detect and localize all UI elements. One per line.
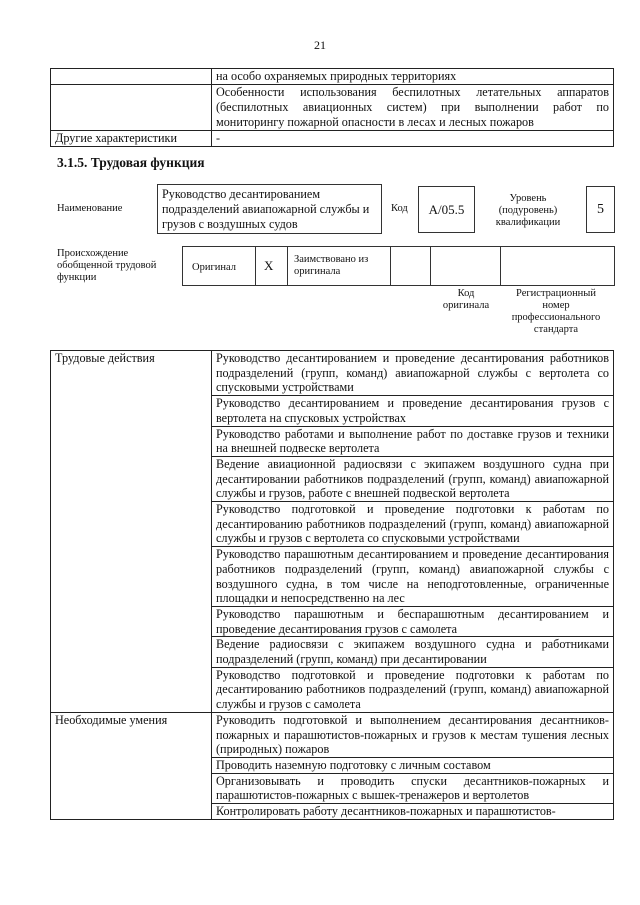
- labor-action-item: Руководство подготовкой и проведение подготовки к работам по десантированию работников подразделений (групп, команд) авиапожарной службы и грузов с вертолета со спусковыми устройствами: [212, 502, 614, 547]
- divider: [287, 246, 288, 286]
- other-characteristics-value: -: [212, 131, 614, 147]
- table-row: [51, 69, 614, 85]
- main-table: [50, 350, 614, 820]
- divider: [430, 246, 431, 286]
- skills-label: Необходимые умения: [51, 712, 212, 819]
- code-value-box: A/05.5: [418, 186, 475, 233]
- table-row: [51, 85, 614, 131]
- top-table: [50, 68, 614, 147]
- level-value-box: 5: [586, 186, 615, 233]
- labor-action-item: Руководство парашютным и беспарашютным десантированием и проведение десантирования грузов с самолета: [212, 606, 614, 636]
- table-cell: [51, 69, 212, 85]
- labor-action-item: Руководство подготовкой и проведение подготовки к работам по десантированию работников подразделений (групп, команд) авиапожарной службы и грузов с самолета: [212, 667, 614, 712]
- code-label: Код: [391, 203, 408, 214]
- origin-label: Происхождение обобщенной трудовой функции: [57, 248, 157, 283]
- origin-row-box: [182, 246, 615, 286]
- table-cell: [51, 85, 212, 131]
- page-number: 21: [314, 38, 326, 52]
- skill-item: Контролировать работу десантников-пожарных и парашютистов-: [212, 804, 614, 820]
- labor-action-item: Ведение радиосвязи с экипажем воздушного судна и работниками подразделений (групп, команд) при десантировании: [212, 637, 614, 667]
- table-row: [51, 712, 614, 757]
- reg-number-label: Регистрационный номер профессионального стандарта: [511, 288, 601, 335]
- labor-action-item: Ведение авиационной радиосвязи с экипажем воздушного судна при десантировании работников подразделений (групп, команд) авиапожарной службы и грузов, работе с внешней подвеской вертолета: [212, 456, 614, 501]
- labor-action-item: Руководство парашютным десантированием и проведение десантирования работников подразделений (групп, команд) авиапожарной службы с воздушного судна, в том числе на неподготовленные, ограниченные площадки и непосредственно на лес: [212, 547, 614, 607]
- function-name-box: Руководство десантированием подразделений авиапожарной службы и грузов с воздушных судов: [157, 184, 382, 234]
- skill-item: Проводить наземную подготовку с личным составом: [212, 757, 614, 773]
- other-characteristics-label: Другие характеристики: [51, 131, 212, 147]
- level-label: Уровень (подуровень) квалификации: [495, 193, 561, 228]
- table-row: [51, 351, 614, 396]
- skill-item: Организовывать и проводить спуски десантников-пожарных и парашютистов-пожарных с вышек-тренажеров и вертолетов: [212, 773, 614, 803]
- labor-action-item: Руководство десантированием и проведение десантирования грузов с вертолета на спусковых устройствах: [212, 396, 614, 426]
- skill-item: Руководить подготовкой и выполнением десантирования десантников-пожарных и парашютистов-пожарных и грузов к местам тушения лесных (природных) пожаров: [212, 712, 614, 757]
- labor-action-item: Руководство десантированием и проведение десантирования работников подразделений (групп, команд) авиапожарной службы с вертолета со спусковыми устройствами: [212, 351, 614, 396]
- labor-actions-label: Трудовые действия: [51, 351, 212, 713]
- name-label: Наименование: [57, 203, 123, 214]
- section-title: 3.1.5. Трудовая функция: [57, 155, 205, 170]
- original-mark: X: [264, 258, 274, 273]
- divider: [255, 246, 256, 286]
- table-cell: на особо охраняемых природных территориях: [212, 69, 614, 85]
- original-label: Оригинал: [192, 262, 236, 273]
- labor-action-item: Руководство работами и выполнение работ по доставке грузов и техники на внешней подвеске вертолета: [212, 426, 614, 456]
- table-cell: Особенности использования беспилотных летательных аппаратов (беспилотных авиационных систем) при выполнении работ по мониторингу пожарной опасности в лесах и лесных пожаров: [212, 85, 614, 131]
- code-original-label: Код оригинала: [442, 288, 490, 311]
- borrowed-label: Заимствовано из оригинала: [294, 254, 369, 277]
- divider: [390, 246, 391, 286]
- table-row: [51, 131, 614, 147]
- divider: [500, 246, 501, 286]
